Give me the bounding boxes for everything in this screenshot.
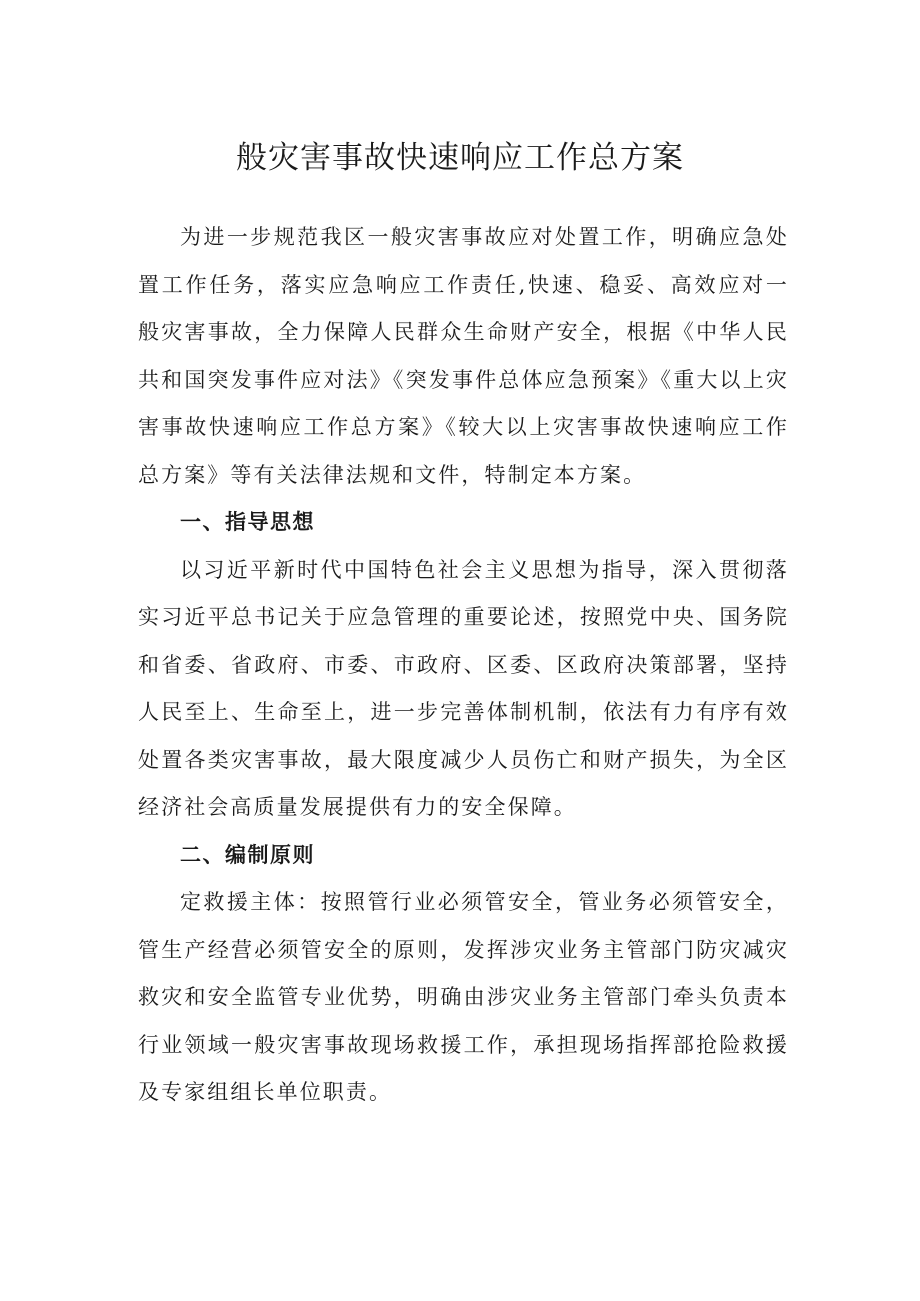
document-title: 般灾害事故快速响应工作总方案: [236, 140, 684, 176]
section-heading-guiding-thought: 一、指导思想: [180, 510, 315, 534]
document-body: [138, 214, 789, 1117]
section-paragraph-guiding-thought: 以习近平新时代中国特色社会主义思想为指导，深入贯彻落实习近平总书记关于应急管理的重要论述，按照党中央、国务院和省委、省政府、市委、市政府、区委、区政府决策部署，坚持人民至上、生命至上，进一步完善体制机制，依法有力有序有效处置各类灾害事故，最大限度减少人员伤亡和财产损失，为全区经济社会高质量发展提供有力的安全保障。: [138, 557, 789, 819]
section-paragraph-principles: 定救援主体：按照管行业必须管安全，管业务必须管安全，管生产经营必须管安全的原则，发挥涉灾业务主管部门防灾减灾救灾和安全监管专业优势，明确由涉灾业务主管部门牵头负责本行业领域一般灾害事故现场救援工作，承担现场指挥部抢险救援及专家组组长单位职责。: [138, 890, 789, 1104]
intro-paragraph: 为进一步规范我区一般灾害事故应对处置工作，明确应急处置工作任务，落实应急响应工作责任,快速、稳妥、高效应对一般灾害事故，全力保障人民群众生命财产安全，根据《中华人民共和国突发事件应对法》《突发事件总体应急预案》《重大以上灾害事故快速响应工作总方案》《较大以上灾害事故快速响应工作总方案》等有关法律法规和文件，特制定本方案。: [138, 225, 789, 487]
section-heading-principles: 二、编制原则: [180, 842, 315, 867]
